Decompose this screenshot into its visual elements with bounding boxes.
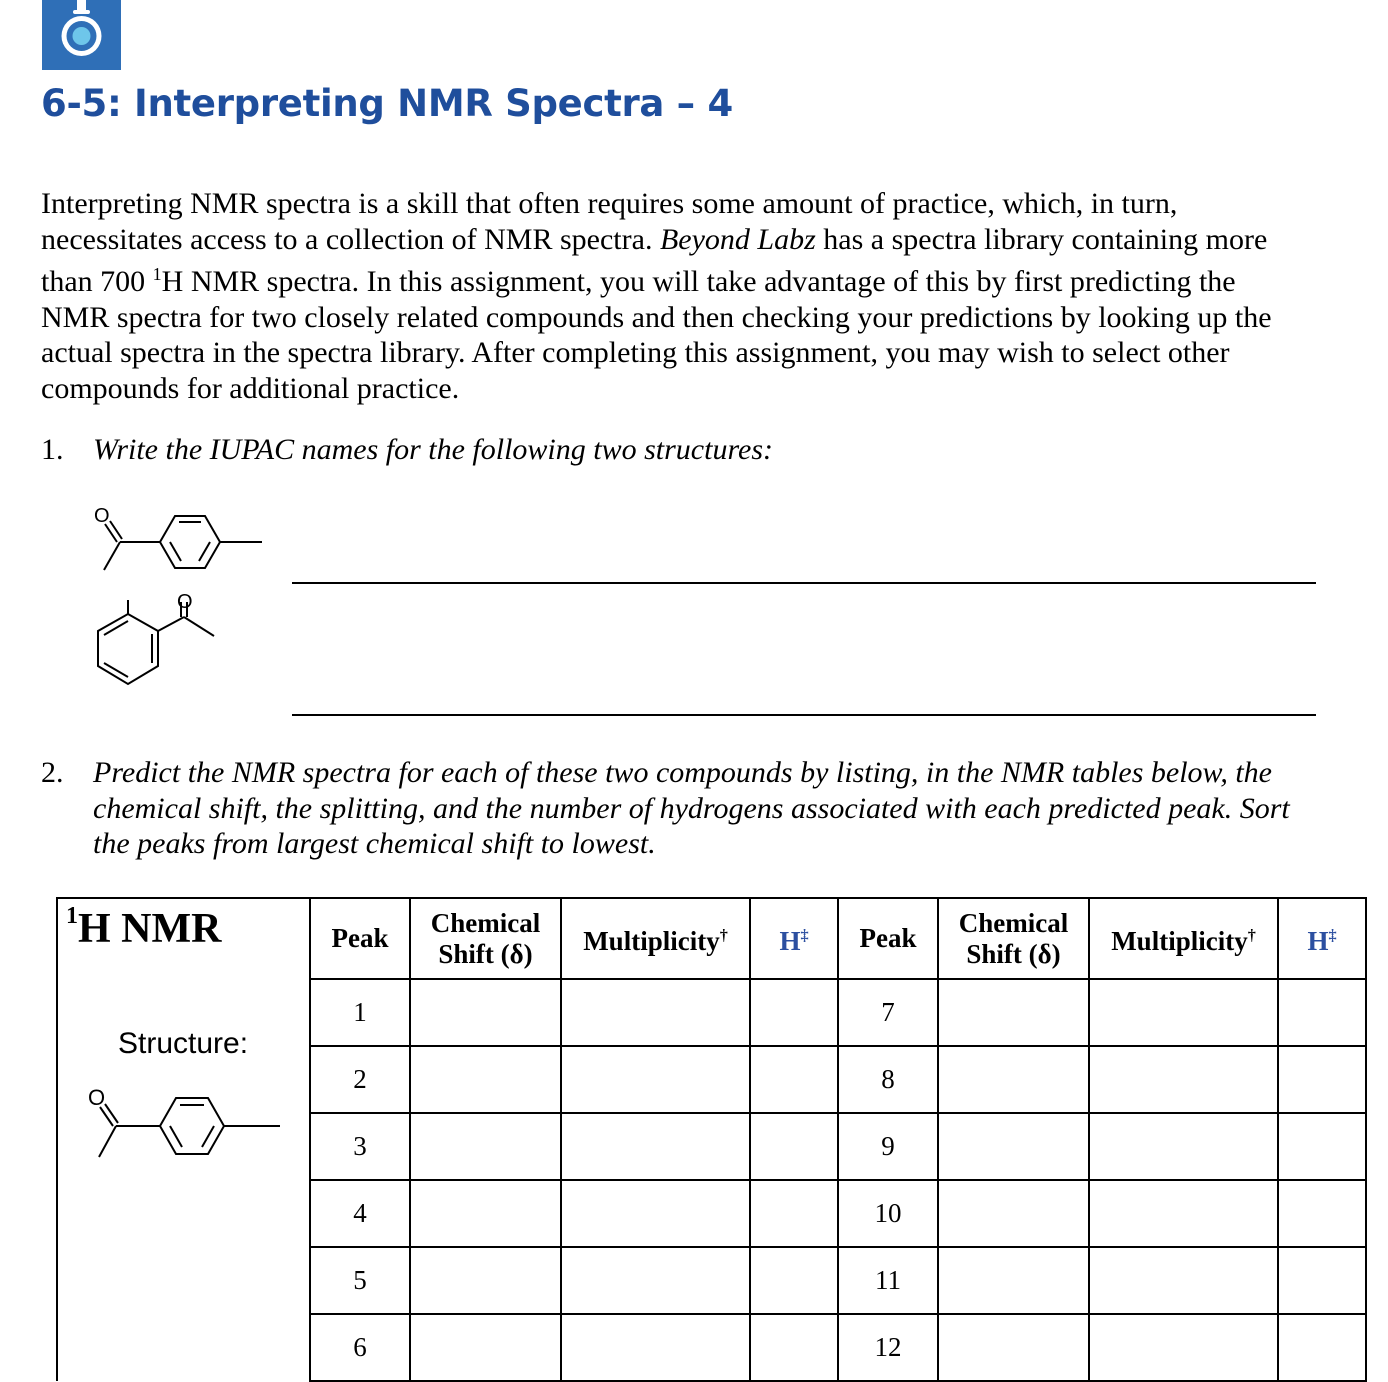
multiplicity-cell[interactable]: [561, 1046, 750, 1113]
multiplicity-cell[interactable]: [1089, 1180, 1278, 1247]
multiplicity-cell[interactable]: [1089, 1113, 1278, 1180]
header-line: Chemical: [958, 907, 1069, 938]
header-row: [57, 898, 1366, 979]
hydrogen-count-cell[interactable]: [750, 1046, 838, 1113]
hydrogen-count-cell[interactable]: [750, 979, 838, 1046]
oxygen-label: O: [177, 591, 193, 613]
structure-label: Structure:: [118, 1027, 249, 1060]
chemical-shift-cell[interactable]: [938, 1247, 1089, 1314]
peak-number: 5: [310, 1247, 410, 1314]
nmr-side-panel: [57, 898, 310, 1381]
multiplicity-cell[interactable]: [561, 1314, 750, 1381]
peak-number: 7: [838, 979, 938, 1046]
multiplicity-cell[interactable]: [1089, 979, 1278, 1046]
multiplicity-header: [1089, 898, 1278, 979]
chemical-shift-cell[interactable]: [938, 979, 1089, 1046]
question-text: [93, 755, 1290, 862]
hydrogen-count-header: [1278, 898, 1366, 979]
footnote-mark: ‡: [1328, 926, 1337, 944]
structure-4-methylacetophenone: [86, 1081, 286, 1171]
nmr-table: [56, 897, 1367, 1382]
intro-paragraph: [41, 186, 1361, 406]
header-text: Multiplicity: [583, 926, 720, 956]
superscript: 1: [66, 903, 78, 929]
question-line: chemical shift, the splitting, and the number of hydrogens associated with each predicted peak. Sort: [93, 791, 1290, 825]
peak-header: Peak: [838, 898, 938, 979]
peak-header: Peak: [310, 898, 410, 979]
superscript: 1: [152, 264, 162, 284]
question-number: 2.: [41, 756, 64, 789]
hydrogen-count-cell[interactable]: [1278, 979, 1366, 1046]
multiplicity-cell[interactable]: [561, 1180, 750, 1247]
chemical-shift-cell[interactable]: [938, 1314, 1089, 1381]
peak-number: 2: [310, 1046, 410, 1113]
oxygen-label: O: [94, 505, 110, 527]
intro-line: [41, 222, 1361, 258]
logo: [42, 0, 121, 70]
intro-text: necessitates access to a collection of NMR spectra.: [41, 222, 660, 256]
structure-2-methylacetophenone: [90, 588, 230, 700]
peak-number: 12: [838, 1314, 938, 1381]
answer-line-2[interactable]: [292, 714, 1316, 716]
nmr-title-text: H NMR: [78, 906, 222, 952]
intro-line: compounds for additional practice.: [41, 371, 460, 405]
chemical-shift-cell[interactable]: [410, 1046, 561, 1113]
hydrogen-count-cell[interactable]: [1278, 1180, 1366, 1247]
footnote-mark: ‡: [800, 926, 809, 944]
question-text: Write the IUPAC names for the following two structures:: [93, 433, 773, 466]
chemical-shift-cell[interactable]: [410, 1113, 561, 1180]
peak-number: 9: [838, 1113, 938, 1180]
intro-line: [41, 257, 1361, 300]
multiplicity-cell[interactable]: [1089, 1247, 1278, 1314]
hydrogen-count-cell[interactable]: [1278, 1113, 1366, 1180]
multiplicity-cell[interactable]: [1089, 1046, 1278, 1113]
peak-number: 4: [310, 1180, 410, 1247]
peak-number: 10: [838, 1180, 938, 1247]
footnote-mark: †: [719, 926, 728, 944]
structure-4-methylacetophenone: [88, 500, 278, 580]
peak-number: 6: [310, 1314, 410, 1381]
intro-line: NMR spectra for two closely related compounds and then checking your predictions by looking up the: [41, 300, 1272, 334]
chemical-shift-cell[interactable]: [410, 1247, 561, 1314]
hydrogen-count-cell[interactable]: [750, 1247, 838, 1314]
question-number: 1.: [41, 433, 64, 466]
oxygen-label: O: [88, 1085, 106, 1110]
peak-number: 11: [838, 1247, 938, 1314]
nmr-table-title: [66, 905, 221, 953]
intro-text: has a spectra library containing more: [815, 222, 1268, 256]
question-line: the peaks from largest chemical shift to lowest.: [93, 827, 656, 860]
hydrogen-count-cell[interactable]: [1278, 1046, 1366, 1113]
chemical-shift-cell[interactable]: [410, 1314, 561, 1381]
brand-name: Beyond Labz: [659, 222, 816, 256]
header-line: Shift (δ): [966, 938, 1061, 969]
peak-number: 8: [838, 1046, 938, 1113]
hydrogen-count-cell[interactable]: [1278, 1314, 1366, 1381]
multiplicity-cell[interactable]: [561, 1247, 750, 1314]
flask-icon: [42, 0, 121, 70]
multiplicity-cell[interactable]: [1089, 1314, 1278, 1381]
chemical-shift-cell[interactable]: [410, 1180, 561, 1247]
answer-line-1[interactable]: [292, 582, 1316, 584]
hydrogen-count-cell[interactable]: [750, 1314, 838, 1381]
footnote-mark: †: [1247, 926, 1256, 944]
multiplicity-cell[interactable]: [561, 979, 750, 1046]
hydrogen-count-cell[interactable]: [750, 1180, 838, 1247]
header-text: H: [1307, 926, 1329, 956]
peak-number: 3: [310, 1113, 410, 1180]
header-text: Multiplicity: [1111, 926, 1248, 956]
header-text: H: [779, 926, 801, 956]
chemical-shift-cell[interactable]: [410, 979, 561, 1046]
intro-line: actual spectra in the spectra library. After completing this assignment, you may wish to select other: [41, 336, 1230, 369]
chemical-shift-header: [938, 898, 1089, 979]
intro-text: than 700: [41, 265, 153, 298]
header-line: Chemical: [430, 907, 541, 938]
hydrogen-count-cell[interactable]: [750, 1113, 838, 1180]
chemical-shift-header: [410, 898, 561, 979]
chemical-shift-cell[interactable]: [938, 1113, 1089, 1180]
multiplicity-cell[interactable]: [561, 1113, 750, 1180]
multiplicity-header: [561, 898, 750, 979]
page-title: 6-5: Interpreting NMR Spectra – 4: [41, 82, 733, 125]
intro-text: H NMR spectra. In this assignment, you will take advantage of this by first predicting the: [161, 265, 1236, 298]
hydrogen-count-header: [750, 898, 838, 979]
hydrogen-count-cell[interactable]: [1278, 1247, 1366, 1314]
question-line: Predict the NMR spectra for each of these two compounds by listing, in the NMR tables below, the: [93, 756, 1272, 789]
chemical-shift-cell[interactable]: [938, 1180, 1089, 1247]
peak-number: 1: [310, 979, 410, 1046]
header-line: Shift (δ): [438, 938, 533, 969]
intro-line: Interpreting NMR spectra is a skill that often requires some amount of practice, which, in turn,: [41, 187, 1178, 220]
chemical-shift-cell[interactable]: [938, 1046, 1089, 1113]
